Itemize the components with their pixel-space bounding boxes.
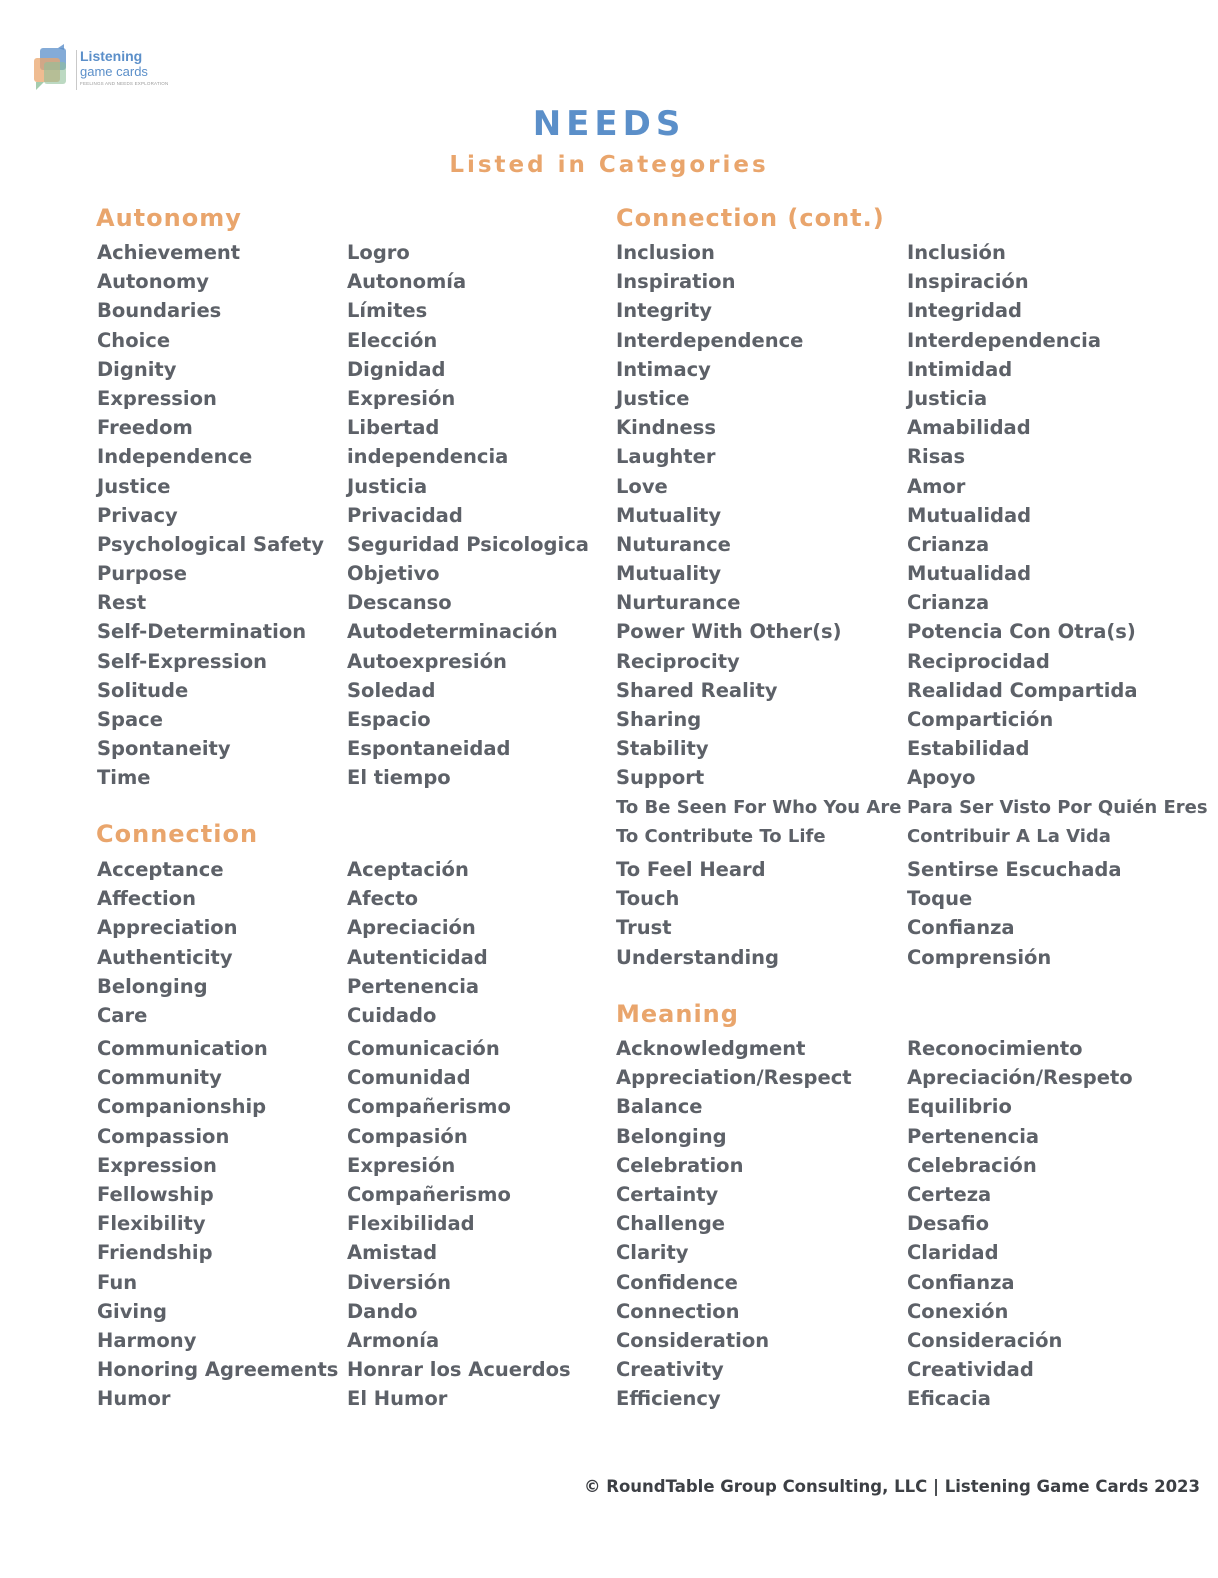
list-item: Confianza	[907, 916, 1015, 940]
list-item: Elección	[347, 328, 438, 352]
list-item: Humor	[97, 1387, 171, 1411]
list-item: Reconocimiento	[907, 1037, 1083, 1060]
logo-tagline: FEELINGS AND NEEDS EXPLORATION	[80, 81, 169, 86]
list-item: Sentirse Escuchada	[907, 858, 1122, 881]
list-item: Objetivo	[347, 562, 440, 586]
list-item: To Feel Heard	[616, 858, 766, 881]
list-item: Autoexpresión	[347, 649, 507, 673]
list-item: Connection	[616, 1299, 740, 1323]
list-item: Reciprocidad	[907, 649, 1050, 673]
list-item: Límites	[347, 299, 428, 323]
list-item: Potencia Con Otra(s)	[907, 620, 1136, 644]
list-item: Espacio	[347, 708, 431, 731]
list-item: Acknowledgment	[616, 1037, 806, 1060]
list-item: Creativity	[616, 1358, 724, 1382]
list-item: Community	[97, 1066, 222, 1090]
list-item: Amabilidad	[907, 416, 1031, 440]
list-item: Apoyo	[907, 766, 976, 790]
list-item: Consideration	[616, 1328, 770, 1352]
list-item: Seguridad Psicologica	[347, 532, 589, 556]
list-item: Self-Expression	[97, 649, 268, 673]
list-item: Solitude	[97, 678, 189, 702]
meaning-spanish-list	[907, 1034, 1133, 1413]
list-item: Justice	[616, 386, 690, 410]
list-item: Pertenencia	[907, 1124, 1040, 1148]
list-item: Acceptance	[97, 858, 224, 881]
list-item: Integrity	[616, 299, 712, 323]
list-item: Interdependence	[616, 328, 804, 352]
list-item: Sharing	[616, 708, 702, 731]
list-item: Dignidad	[347, 357, 446, 381]
connection-english-list-1	[97, 855, 238, 1030]
logo-divider	[76, 50, 77, 90]
list-item: Flexibility	[97, 1212, 206, 1236]
list-item: Crianza	[907, 591, 990, 615]
meaning-english-list	[616, 1034, 852, 1413]
list-item: Challenge	[616, 1212, 726, 1236]
heading-connection-cont: Connection (cont.)	[616, 204, 885, 232]
list-item: Toque	[907, 887, 973, 911]
page-title: NEEDS	[532, 104, 686, 144]
list-item: Balance	[616, 1095, 703, 1119]
logo-line2: game cards	[80, 64, 148, 79]
list-item: Pertenencia	[347, 974, 480, 998]
heading-autonomy: Autonomy	[96, 204, 242, 232]
list-item: Logro	[347, 241, 410, 264]
list-item: Interdependencia	[907, 328, 1102, 352]
list-item: Confianza	[907, 1270, 1015, 1294]
list-item: Confidence	[616, 1270, 738, 1294]
list-item: Communication	[97, 1037, 268, 1060]
list-item: Expresión	[347, 1153, 456, 1177]
list-item: Inspiración	[907, 270, 1029, 294]
list-item: Afecto	[347, 887, 419, 911]
list-item: Companionship	[97, 1095, 267, 1119]
list-item: Inspiration	[616, 270, 736, 294]
list-item: Dando	[347, 1299, 418, 1323]
list-item: Understanding	[616, 945, 779, 969]
list-item: Para Ser Visto Por Quién Eres	[907, 796, 1208, 818]
list-item: Mutualidad	[907, 503, 1032, 527]
list-item: Inclusion	[616, 241, 715, 264]
list-item: Purpose	[97, 562, 187, 586]
list-item: Reciprocity	[616, 649, 740, 673]
list-item: Certeza	[907, 1182, 992, 1206]
list-item: Stability	[616, 737, 709, 761]
list-item: Rest	[97, 591, 147, 615]
list-item: Support	[616, 766, 705, 790]
list-item: Shared Reality	[616, 678, 778, 702]
list-item: Integridad	[907, 299, 1023, 323]
list-item: Compañerismo	[347, 1095, 511, 1119]
list-item: Crianza	[907, 532, 990, 556]
list-item: Clarity	[616, 1241, 689, 1265]
list-item: Honrar los Acuerdos	[347, 1358, 571, 1382]
list-item: Dignity	[97, 357, 177, 381]
list-item: Fun	[97, 1270, 138, 1294]
logo-line1: Listening	[80, 48, 143, 64]
list-item: Amor	[907, 474, 966, 498]
autonomy-spanish-list	[347, 238, 589, 793]
list-item: Independence	[97, 445, 253, 469]
autonomy-english-list	[97, 238, 324, 793]
list-item: Efficiency	[616, 1387, 721, 1411]
list-item: Self-Determination	[97, 620, 307, 644]
connection-cont-spanish-list-2	[907, 855, 1121, 972]
list-item: Expression	[97, 1153, 217, 1177]
list-item: Armonía	[347, 1328, 440, 1352]
list-item: Descanso	[347, 591, 452, 615]
list-item: Estabilidad	[907, 737, 1030, 761]
list-item: Autonomía	[347, 270, 467, 294]
list-item: Flexibilidad	[347, 1212, 475, 1236]
connection-spanish-list-1	[347, 855, 488, 1030]
list-item: Celebration	[616, 1153, 744, 1177]
list-item: Appreciation	[97, 916, 238, 940]
list-item: Mutuality	[616, 503, 722, 527]
list-item: Authenticity	[97, 945, 233, 969]
list-item: Celebración	[907, 1153, 1037, 1177]
list-item: Harmony	[97, 1328, 197, 1352]
list-item: Compartición	[907, 708, 1054, 731]
list-item: Care	[97, 1003, 148, 1027]
list-item: Honoring Agreements	[97, 1358, 339, 1382]
list-item: El tiempo	[347, 766, 451, 790]
logo	[30, 44, 170, 96]
logo-text	[80, 48, 168, 86]
heading-connection: Connection	[96, 820, 259, 848]
list-item: Justicia	[907, 386, 988, 410]
list-item: Comunicación	[347, 1037, 500, 1060]
list-item: To Be Seen For Who You Are	[616, 796, 902, 818]
list-item: Equilibrio	[907, 1095, 1012, 1119]
list-item: Time	[97, 766, 151, 790]
list-item: Power With Other(s)	[616, 620, 842, 644]
list-item: Aceptación	[347, 858, 469, 881]
list-item: Boundaries	[97, 299, 222, 323]
list-item: Mutualidad	[907, 562, 1032, 586]
list-item: Expresión	[347, 386, 456, 410]
list-item: Laughter	[616, 445, 716, 469]
list-item: Soledad	[347, 678, 436, 702]
list-item: Achievement	[97, 241, 241, 264]
list-item: Comprensión	[907, 945, 1052, 969]
list-item: Affection	[97, 887, 196, 911]
list-item: Diversión	[347, 1270, 451, 1294]
list-item: Certainty	[616, 1182, 719, 1206]
list-item: Belonging	[97, 974, 208, 998]
list-item: Compasión	[347, 1124, 468, 1148]
list-item: Nurturance	[616, 591, 741, 615]
list-item: Libertad	[347, 416, 440, 440]
list-item: independencia	[347, 445, 509, 469]
page-subtitle: Listed in Categories	[449, 152, 769, 178]
list-item: Desafio	[907, 1212, 990, 1236]
list-item: Justice	[97, 474, 171, 498]
list-item: Intimacy	[616, 357, 711, 381]
list-item: Justicia	[347, 474, 428, 498]
list-item: Psychological Safety	[97, 532, 324, 556]
list-item: Kindness	[616, 416, 716, 440]
list-item: Freedom	[97, 416, 193, 440]
list-item: Autonomy	[97, 270, 210, 294]
list-item: Choice	[97, 328, 171, 352]
list-item: Compañerismo	[347, 1182, 511, 1206]
list-item: El Humor	[347, 1387, 448, 1411]
list-item: Space	[97, 708, 163, 731]
list-item: Appreciation/Respect	[616, 1066, 852, 1090]
list-item: Intimidad	[907, 357, 1013, 381]
list-item: Amistad	[347, 1241, 438, 1265]
footer-copyright: © RoundTable Group Consulting, LLC | Listening Game Cards 2023	[584, 1477, 1201, 1496]
speech-bubbles-icon	[30, 44, 78, 94]
list-item: Contribuir A La Vida	[907, 825, 1111, 847]
list-item: Trust	[616, 916, 672, 940]
list-item: Autenticidad	[347, 945, 488, 969]
list-item: Autodeterminación	[347, 620, 558, 644]
list-item: Risas	[907, 445, 966, 469]
list-item: Consideración	[907, 1328, 1063, 1352]
list-item: Eficacia	[907, 1387, 991, 1411]
list-item: Belonging	[616, 1124, 727, 1148]
list-item: Comunidad	[347, 1066, 471, 1090]
list-item: Privacidad	[347, 503, 463, 527]
list-item: Compassion	[97, 1124, 230, 1148]
connection-cont-spanish-list-1	[907, 238, 1208, 851]
connection-spanish-list-2	[347, 1034, 571, 1413]
list-item: Nuturance	[616, 532, 731, 556]
list-item: To Contribute To Life	[616, 825, 826, 847]
connection-cont-english-list-1	[616, 238, 901, 851]
list-item: Espontaneidad	[347, 737, 511, 761]
list-item: Touch	[616, 887, 680, 911]
list-item: Apreciación/Respeto	[907, 1066, 1133, 1090]
list-item: Expression	[97, 386, 217, 410]
list-item: Love	[616, 474, 668, 498]
connection-cont-english-list-2	[616, 855, 779, 972]
list-item: Friendship	[97, 1241, 213, 1265]
list-item: Giving	[97, 1299, 167, 1323]
list-item: Claridad	[907, 1241, 999, 1265]
list-item: Apreciación	[347, 916, 476, 940]
list-item: Inclusión	[907, 241, 1006, 264]
list-item: Creatividad	[907, 1358, 1034, 1382]
list-item: Cuidado	[347, 1003, 437, 1027]
connection-english-list-2	[97, 1034, 338, 1413]
list-item: Mutuality	[616, 562, 722, 586]
list-item: Conexión	[907, 1299, 1009, 1323]
list-item: Realidad Compartida	[907, 678, 1138, 702]
list-item: Privacy	[97, 503, 178, 527]
heading-meaning: Meaning	[616, 1000, 739, 1028]
list-item: Fellowship	[97, 1182, 214, 1206]
list-item: Spontaneity	[97, 737, 231, 761]
